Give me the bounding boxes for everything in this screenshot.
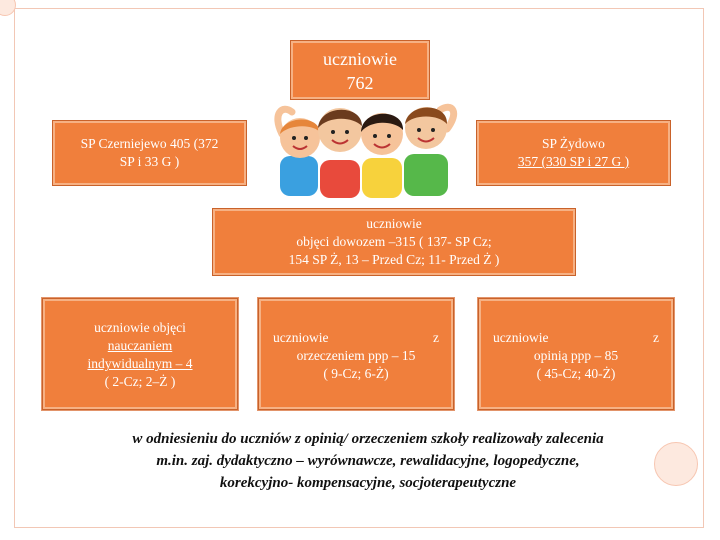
- individual-line4: ( 2-Cz; 2–Ż ): [104, 374, 176, 389]
- note-line2: m.in. zaj. dydaktyczno – wyrównawcze, rewalidacyjne, logopedyczne,: [156, 453, 580, 469]
- certificate-line1-left: uczniowie: [273, 330, 329, 345]
- total-students-count: 762: [346, 73, 374, 93]
- total-students-box: [290, 40, 430, 100]
- school-zydowo-box: [476, 120, 671, 186]
- school-zydowo-line2: 357 (330 SP i 27 G ): [517, 154, 630, 169]
- opinion-line1: [493, 329, 659, 347]
- opinion-line2: opinią ppp – 85: [533, 348, 619, 363]
- children-group-illustration: [262, 94, 467, 204]
- transport-line1: uczniowie: [366, 216, 422, 231]
- total-students-label: uczniowie: [323, 49, 397, 69]
- individual-line3: indywidualnym – 4: [87, 356, 193, 371]
- note-line3: korekcyjno- kompensacyjne, socjoterapeutyczne: [219, 475, 517, 491]
- opinion-line1-left: uczniowie: [493, 330, 549, 345]
- school-zydowo-line1: SP Żydowo: [542, 136, 605, 151]
- school-czerniejewo-box: [52, 120, 247, 186]
- individual-teaching-box: [42, 298, 238, 410]
- school-czerniejewo-line2: SP i 33 G ): [119, 154, 180, 169]
- opinion-line1-right: z: [653, 330, 659, 345]
- transport-line2: objęci dowozem –315 ( 137- SP Cz;: [296, 234, 492, 249]
- certificate-students-box: [258, 298, 454, 410]
- note-line1: w odniesieniu do uczniów z opinią/ orzeczeniem szkoły realizowały zalecenia: [132, 431, 604, 447]
- transport-line3: 154 SP Ż, 13 – Przed Cz; 11- Przed Ż ): [288, 252, 500, 267]
- recommendations-note: [68, 428, 668, 494]
- certificate-line3: ( 9-Cz; 6-Ż): [323, 366, 389, 381]
- certificate-line1-right: z: [433, 330, 439, 345]
- transport-students-box: [212, 208, 576, 276]
- certificate-line1: [273, 329, 439, 347]
- individual-line2: nauczaniem: [107, 338, 173, 353]
- certificate-line2: orzeczeniem ppp – 15: [296, 348, 416, 363]
- opinion-line3: ( 45-Cz; 40-Ż): [536, 366, 616, 381]
- school-czerniejewo-line1: SP Czerniejewo 405 (372: [80, 136, 219, 151]
- individual-line1: uczniowie objęci: [94, 320, 186, 335]
- opinion-students-box: [478, 298, 674, 410]
